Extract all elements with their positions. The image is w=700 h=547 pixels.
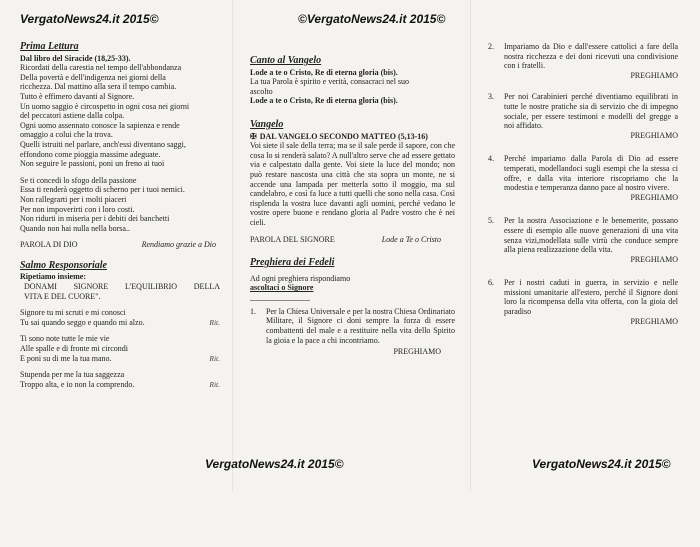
prayer-item-3 xyxy=(488,92,678,140)
preghiera-intro2: ascoltaci o Signore xyxy=(250,283,314,293)
prima-lettura-text xyxy=(20,63,220,169)
vangelo-title: DAL VANGELO SECONDO MATTEO (5,13-16) xyxy=(259,131,428,141)
item-text: Per la Chiesa Universale e per la nostra Chiesa Ordinariato Militare, il Signore ci doni sempre la forza di essere combattenti del male e a restituire nella vita dello Spirito la gioia e la pace a chi incontriamo. xyxy=(266,306,455,345)
item-response: PREGHIAMO xyxy=(630,254,678,264)
fold-line-right xyxy=(470,0,471,491)
item-text: Impariamo da Dio e dall'essere cattolici a fare della nostra ricchezza e dei doni ricevuti una condivisione con i fratelli. xyxy=(504,42,678,71)
salmo-s1-l2: Tu sai quando seggo e quando mi alzo. xyxy=(20,317,145,327)
salmo-s1-rit: Rit. xyxy=(209,317,220,327)
prima-lettura-line-1: Della povertà e dell'indigenza nei giorni della xyxy=(20,72,166,82)
right-items xyxy=(488,42,678,326)
prayer-item-4 xyxy=(488,154,678,202)
parola-del-signore: PAROLA DEL SIGNORE xyxy=(250,234,335,244)
salmo-s2-l1: Ti sono note tutte le mie vie xyxy=(20,334,110,344)
salmo-s1-l1: Signore tu mi scruti e mi conosci xyxy=(20,308,126,318)
preghiera-item-1 xyxy=(250,307,455,345)
prima-lettura-line2-0: Se ti concedi lo sfogo della passione xyxy=(20,175,137,185)
item-response: PREGHIAMO xyxy=(630,130,678,140)
watermark-top-center: ©VergatoNews24.it 2015© xyxy=(298,12,446,26)
left-column xyxy=(20,42,220,533)
item-response: PREGHIAMO xyxy=(630,192,678,202)
vangelo-title-row xyxy=(250,132,455,142)
item-number: 5. xyxy=(488,216,494,226)
salmo-s3-l2: Troppo alta, e io non la comprendo. xyxy=(20,379,135,389)
prima-lettura-line-7: omaggio a colui che la trova. xyxy=(20,130,113,140)
prima-lettura-line-9: effondono come pioggia massime adeguate. xyxy=(20,149,161,159)
item-text: Per noi Carabinieri perché diventiamo equilibrati in tutte le nostre pratiche sia di servizio che di impegno sociale, per essere testimoni e modelli del gregge a noi affidato. xyxy=(504,92,678,131)
prima-lettura-line-3: Tutto è effimero davanti al Signore. xyxy=(20,91,135,101)
prima-lettura-source: Dal libro del Siracide (18,25-33). xyxy=(20,53,131,63)
vangelo-heading: Vangelo xyxy=(250,118,284,130)
prima-lettura-line-0: Ricordati della carestia nel tempo dell'abbondanza xyxy=(20,63,182,73)
salmo-s3-l1: Stupenda per me la tua saggezza xyxy=(20,370,125,380)
watermark-top-left: VergatoNews24.it 2015© xyxy=(20,12,159,26)
cross-icon: ✠ xyxy=(250,131,257,141)
fold-line-left xyxy=(232,0,233,491)
canto-line2: La tua Parola è spirito e verità, consacraci nel suo xyxy=(250,77,410,87)
watermark-bottom-left: VergatoNews24.it 2015© xyxy=(205,457,344,471)
prima-lettura-line2-4: Non ridurti in miseria per i debiti dei banchetti xyxy=(20,214,170,224)
item-text: Per la nostra Associazione e le benemerite, possano essere di esempio alle nuove generazioni di una vita senza vizi,modellata sulle virtù che conduce sempre alla piena realizzazione della vita. xyxy=(504,216,678,255)
item-response: PREGHIAMO xyxy=(630,70,678,80)
canto-line4: Lode a te o Cristo, Re di eterna gloria (bis). xyxy=(250,96,398,106)
prayer-item-5 xyxy=(488,216,678,264)
salmo-s2-l2: Alle spalle e di fronte mi circondi xyxy=(20,344,128,354)
salmo-s2-l3: E poni su di me la tua mano. xyxy=(20,353,112,363)
prayer-item-2 xyxy=(488,42,678,80)
vangelo-text: Voi siete il sale della terra; ma se il sale perde il sapore, con che cosa lo si renderà salato? A null'altro serve che ad essere gettato via e calpestato dalla gente. Voi siete la luce del mondo; non può restare nascosta una città che sta sopra un monte, ne si accende una lampada per metterla sotto il moggio, ma sul candelabro, e così fa luce a tutti quelli che sono nella casa. Così risplenda la vostra luce davanti agli uomini, perché vedano le vostre opere buone e rendano gloria al Padre vostro che è nei cieli. xyxy=(250,141,455,227)
lode-a-te: Lode a Te o Cristo xyxy=(381,234,441,244)
prima-lettura-line2-2: Non rallegrarti per i molti piaceri xyxy=(20,194,127,204)
middle-column xyxy=(250,56,455,547)
prima-lettura-line-5: del peccatori astiene dalla colpa. xyxy=(20,111,125,121)
prayer-item-6 xyxy=(488,278,678,326)
vangelo-closing xyxy=(250,235,455,245)
prima-lettura-line2-1: Essa ti renderà oggetto di scherno per i tuoi nemici. xyxy=(20,185,185,195)
divider xyxy=(250,300,310,301)
prima-lettura-heading: Prima Lettura xyxy=(20,41,79,52)
salmo-ritornello-line2: VITA E DEL CUORE". xyxy=(24,291,101,301)
item-response: PREGHIAMO xyxy=(393,347,441,357)
preghiera-heading: Preghiera dei Fedeli xyxy=(250,257,335,269)
canto-line1: Lode a te o Cristo, Re di eterna gloria (bis). xyxy=(250,67,398,77)
prima-lettura-line2-3: Per non impoverirti con i loro costi. xyxy=(20,204,135,214)
item-text: Per i nostri caduti in guerra, in servizio e nelle missioni umanitarie all'estero, perché il Signore doni loro la ricompensa della vita offerta, con la gioia del paradiso xyxy=(504,278,678,317)
salmo-ritornello-label: Ripetiamo insieme: xyxy=(20,272,86,282)
canto-line3: ascolto xyxy=(250,86,273,96)
watermark-bottom-right: VergatoNews24.it 2015© xyxy=(532,457,671,471)
prima-lettura-line-10: Non seguire le passioni, poni un freno ai tuoi xyxy=(20,159,165,169)
salmo-heading: Salmo Responsoriale xyxy=(20,259,107,271)
salmo-s2-rit: Rit. xyxy=(209,353,220,363)
preghiera-intro1: Ad ogni preghiera rispondiamo xyxy=(250,273,351,283)
item-number: 4. xyxy=(488,154,494,164)
rendiamo-grazie: Rendiamo grazie a Dio xyxy=(141,240,216,250)
prima-lettura-closing xyxy=(20,240,220,250)
prima-lettura-line-2: ricchezza. Dal mattino alla sera il tempo cambia. xyxy=(20,82,177,92)
prima-lettura-line-6: Ogni uomo assennato conosce la sapienza e rende xyxy=(20,120,180,130)
item-response: PREGHIAMO xyxy=(630,316,678,326)
prima-lettura-line-8: Quelli istruiti nel parlare, anch'essi diventano saggi, xyxy=(20,139,186,149)
item-number: 2. xyxy=(488,42,494,51)
prima-lettura-line-4: Un uomo saggio è circospetto in ogni cosa nei giorni xyxy=(20,101,190,111)
prima-lettura-text-2 xyxy=(20,176,220,234)
salmo-s3-rit: Rit. xyxy=(209,379,220,389)
parola-di-dio: PAROLA DI DIO xyxy=(20,240,78,250)
item-number: 3. xyxy=(488,92,494,102)
right-column xyxy=(488,42,678,533)
item-text: Perché impariamo dalla Parola di Dio ad essere temperati, modellandoci sugli esempi che la stessa ci offre, e dalla vita interiore riscopriamo che la modestia e temperanza danno pace al nostro vivere. xyxy=(504,154,678,193)
canto-heading: Canto al Vangelo xyxy=(250,55,322,66)
item-number: 1. xyxy=(250,306,256,316)
prima-lettura-line2-5: Quando non hai nulla nella borsa.. xyxy=(20,223,130,233)
item-number: 6. xyxy=(488,278,494,288)
salmo-ritornello-line1: DONAMI SIGNORE L'EQUILIBRIO DELLA xyxy=(24,282,220,292)
